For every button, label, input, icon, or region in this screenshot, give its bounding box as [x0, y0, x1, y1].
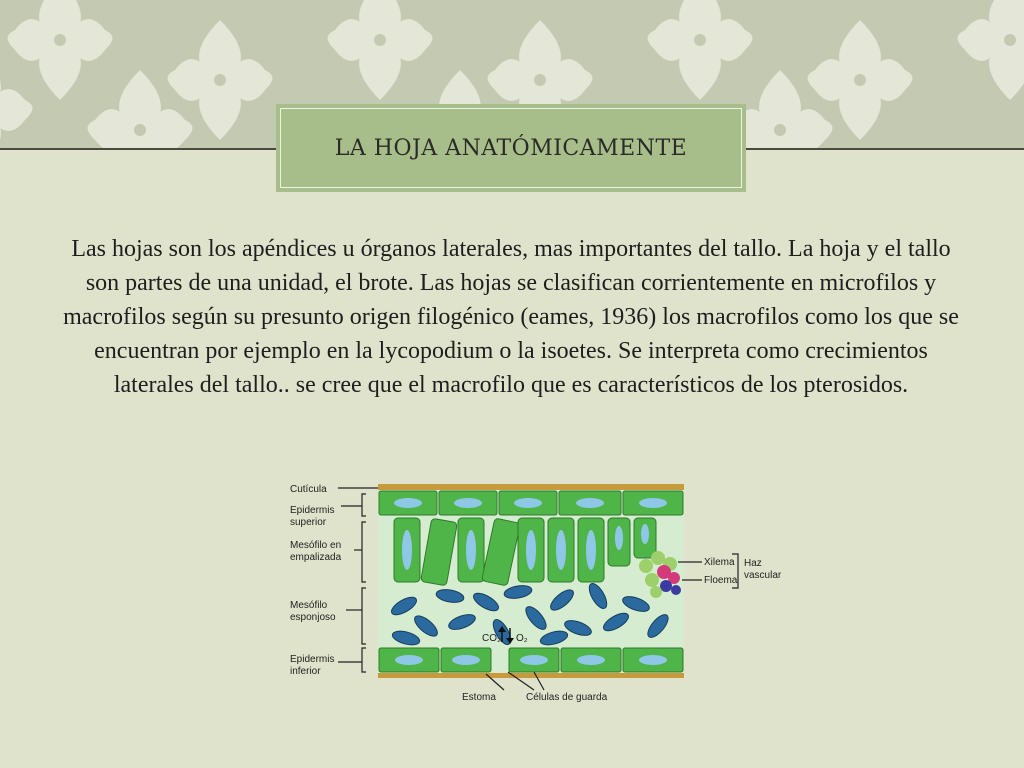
slide-title: LA HOJA ANATÓMICAMENTE — [334, 135, 688, 161]
label-floema: Floema — [704, 575, 738, 586]
label-epidermis-superior-1: Epidermis — [290, 505, 335, 516]
label-mesofilo-empalizada-2: empalizada — [290, 552, 342, 563]
leaf-cross-section-diagram — [286, 476, 816, 706]
lower-epidermis — [379, 648, 683, 672]
body-paragraph: Las hojas son los apéndices u órganos laterales, mas importantes del tallo. La hoja y el tallo son partes de una unidad, el brote. Las hojas se clasifican corrientemente en microfilos y macrofilos según su presunto origen filogénico (eames, 1936) los macrofilos como los que se encuentran por ejemplo en la lycopodium o la isoetes. Se interpreta como crecimientos laterales del tallo.. se cree que el macrofilo que es característicos de los pterosidos. — [63, 236, 959, 398]
label-celulas-guarda: Células de guarda — [526, 692, 608, 703]
label-epidermis-inferior-2: inferior — [290, 666, 321, 677]
label-cuticula: Cutícula — [290, 484, 327, 495]
title-box — [276, 104, 746, 192]
cuticle-layer — [378, 484, 684, 490]
leaf-diagram-svg — [286, 476, 816, 706]
label-haz-1: Haz — [744, 558, 762, 569]
label-epidermis-superior-2: superior — [290, 517, 327, 528]
label-estoma: Estoma — [462, 692, 496, 703]
co2-label: CO₂ — [482, 633, 501, 644]
label-xilema: Xilema — [704, 557, 735, 568]
label-epidermis-inferior-1: Epidermis — [290, 654, 335, 665]
title-frame — [280, 108, 742, 188]
lower-cuticle — [378, 673, 684, 678]
o2-label: O₂ — [516, 633, 528, 644]
label-mesofilo-empalizada-1: Mesófilo en — [290, 540, 342, 551]
upper-epidermis — [379, 491, 683, 515]
label-mesofilo-esponjoso-1: Mesófilo — [290, 600, 328, 611]
label-mesofilo-esponjoso-2: esponjoso — [290, 612, 336, 623]
label-haz-2: vascular — [744, 570, 782, 581]
